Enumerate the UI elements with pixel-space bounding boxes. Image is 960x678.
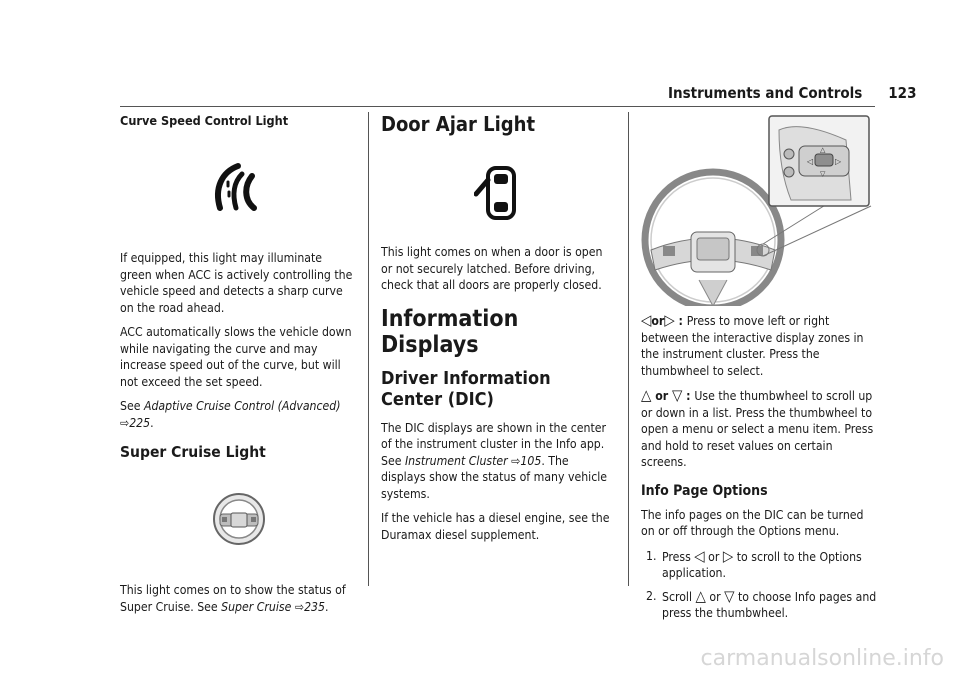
door-ajar-paragraph: This light comes on when a door is open or not securely latched. Before driving, check that all doors are properly closed.: [381, 245, 603, 292]
svg-text:▷: ▷: [835, 157, 842, 166]
down-arrow-icon: ▽: [724, 586, 735, 605]
right-arrow-icon: ▷: [664, 311, 675, 329]
left-right-text: Press to move left or right between the interactive display zones in the instrument cluster. Press the thumbwheel to select.: [641, 314, 864, 378]
running-header: [668, 84, 916, 102]
acc-page[interactable]: 225: [129, 415, 151, 430]
information-displays-title: Information Displays: [381, 305, 519, 358]
page-ref-arrow-icon: ⇨: [511, 453, 521, 468]
up-down-instruction: △ or ▽ : Use the thumbwheel to scroll up or down in a list. Press the thumbwheel to open a menu or select a menu item. Press and hold to reset values on certain screens.: [641, 386, 874, 469]
up-down-text: Use the thumbwheel to scroll up or down in a list. Press the thumbwheel to open a menu or select a menu item. Press and hold to reset values on certain screens.: [641, 389, 874, 469]
door-ajar-icon: [381, 136, 611, 244]
column-divider-1: [368, 112, 369, 586]
curve-speed-paragraph-1: If equipped, this light may illuminate green when ACC is actively controlling the vehicle speed and detects a sharp curve on the road ahead.: [120, 251, 353, 315]
dic-text-suffix: . The displays show the status of many vehicle systems.: [381, 453, 608, 501]
page-number: 123: [888, 84, 917, 102]
steering-wheel-controls-illustration: [641, 110, 877, 306]
page-ref-arrow-icon: ⇨: [120, 415, 130, 430]
instrument-cluster-page[interactable]: 105: [520, 453, 542, 468]
column-1: [120, 110, 356, 623]
watermark: carmanualsonline.info: [700, 646, 944, 671]
left-right-instruction: ◁or▷ : Press to move left or right between the interactive display zones in the instrument cluster. Press the thumbwheel to select.: [641, 311, 864, 378]
svg-text:△: △: [820, 146, 826, 154]
svg-text:◁: ◁: [807, 157, 814, 166]
column-3: [641, 110, 877, 628]
right-arrow-icon: ▷: [722, 546, 734, 565]
dic-paragraph-2: If the vehicle has a diesel engine, see the Duramax diesel supplement.: [381, 511, 610, 542]
page-ref-arrow-icon: ⇨: [294, 599, 305, 614]
curve-speed-icon: [120, 128, 356, 225]
left-arrow-icon: ◁: [641, 311, 652, 329]
section-title: Instruments and Controls: [668, 84, 863, 102]
info-page-options-paragraph: The info pages on the DIC can be turned on or off through the Options menu.: [641, 507, 864, 538]
left-arrow-icon: ◁: [694, 546, 705, 565]
list-item: 1. Press ◁ or ▷ to scroll to the Options application.: [646, 546, 862, 580]
super-cruise-link[interactable]: Super Cruise: [221, 599, 292, 614]
list-item: 2. Scroll △ or ▽ to choose Info pages and press the thumbwheel.: [646, 586, 877, 620]
column-2: [381, 110, 611, 551]
column-divider-2: [628, 112, 629, 586]
door-ajar-title: Door Ajar Light: [381, 112, 536, 136]
super-cruise-text: This light comes on to show the status of Super Cruise. See: [120, 583, 346, 614]
curve-speed-paragraph-2: ACC automatically slows the vehicle down while navigating the curve and may increase speed out of the curve, but will not exceed the set speed.: [120, 325, 352, 389]
dic-text: The DIC displays are shown in the center of the instrument cluster in the Info app. See: [381, 420, 607, 468]
see-prefix: See: [120, 399, 144, 413]
svg-text:▽: ▽: [820, 170, 826, 178]
see-reference: See Adaptive Cruise Control (Advanced) ⇨225.: [120, 399, 341, 430]
info-page-options-title: Info Page Options: [641, 482, 768, 499]
acc-link[interactable]: Adaptive Cruise Control (Advanced): [143, 399, 341, 413]
dic-title: Driver Information Center (DIC): [381, 367, 551, 410]
header-rule: [120, 106, 875, 107]
instrument-cluster-link[interactable]: Instrument Cluster: [404, 453, 508, 468]
super-cruise-title: Super Cruise Light: [120, 443, 266, 461]
super-cruise-paragraph: This light comes on to show the status of Super Cruise. See Super Cruise ⇨235.: [120, 583, 346, 614]
options-steps: [641, 548, 877, 622]
super-cruise-page[interactable]: 235: [304, 599, 325, 614]
up-arrow-icon: △: [695, 586, 706, 605]
dic-paragraph-1: [381, 420, 611, 503]
super-cruise-icon: [120, 461, 356, 574]
down-arrow-icon: ▽: [671, 386, 683, 404]
curve-speed-title: Curve Speed Control Light: [120, 113, 289, 128]
or-label: or: [651, 314, 665, 328]
up-arrow-icon: △: [641, 386, 652, 404]
